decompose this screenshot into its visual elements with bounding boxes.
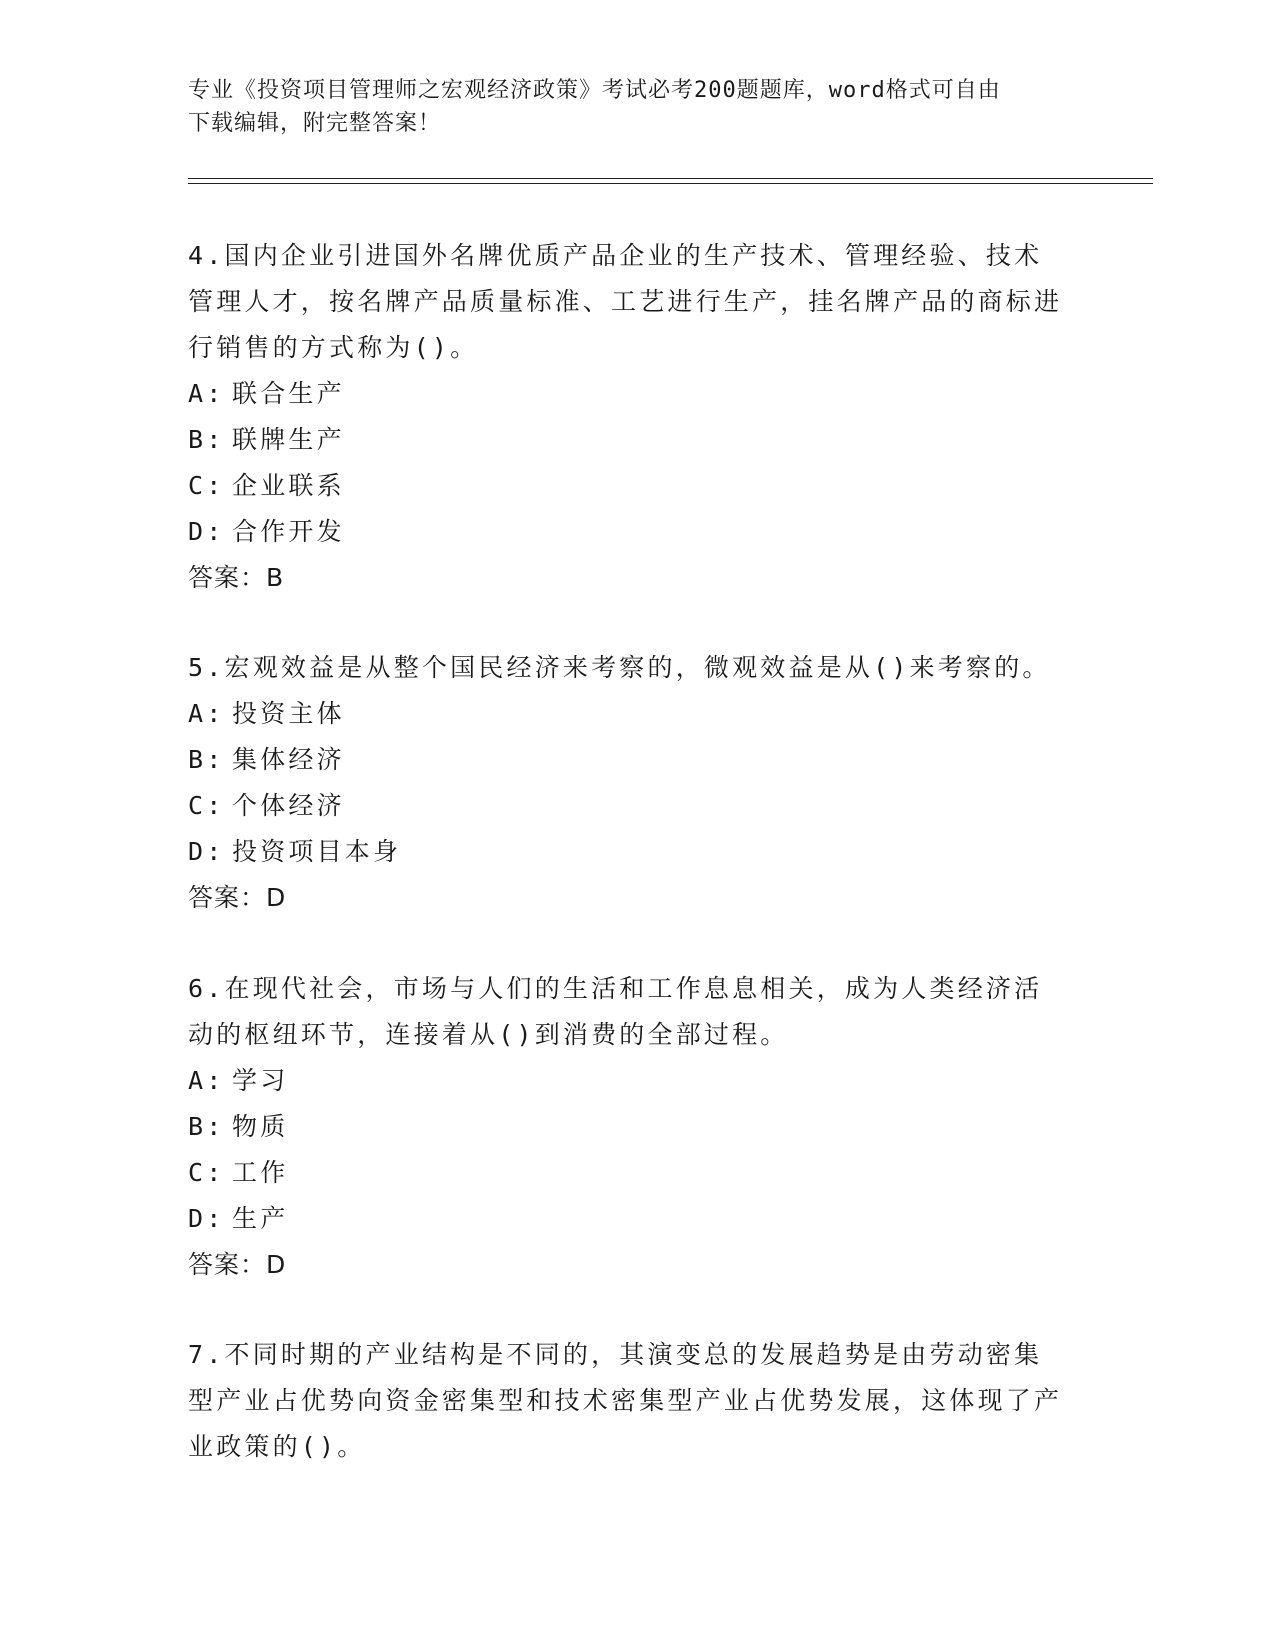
option-letter: B: [188, 425, 225, 454]
option-d [188, 509, 1068, 555]
question-text: 6.在现代社会，市场与人们的生活和工作息息相关，成为人类经济活动的枢纽环节，连接着从()到消费的全部过程。 [188, 974, 1043, 1049]
question-7 [188, 1332, 1068, 1470]
option-letter: A: [188, 699, 225, 728]
answer-label: 答案：D [188, 883, 287, 912]
question-text: 4.国内企业引进国外名牌优质产品企业的生产技术、管理经验、技术管理人才，按名牌产品质量标准、工艺进行生产，挂名牌产品的商标进行销售的方式称为()。 [188, 241, 1063, 362]
option-letter: D: [188, 837, 225, 866]
option-letter: C: [188, 471, 225, 500]
question-text: 5.宏观效益是从整个国民经济来考察的，微观效益是从()来考察的。 [188, 653, 1051, 682]
header-divider-top [188, 178, 1153, 179]
option-b [188, 737, 1068, 783]
option-text: 投资主体 [232, 699, 345, 728]
option-text: 生产 [232, 1204, 289, 1233]
option-letter: D: [188, 1204, 225, 1233]
option-letter: C: [188, 791, 225, 820]
option-b [188, 417, 1068, 463]
option-a [188, 691, 1068, 737]
option-text: 企业联系 [232, 471, 345, 500]
option-c [188, 1150, 1068, 1196]
option-letter: B: [188, 745, 225, 774]
header-line-2: 下载编辑，附完整答案！ [188, 111, 442, 136]
question-text: 7.不同时期的产业结构是不同的，其演变总的发展趋势是由劳动密集型产业占优势向资金密集型和技术密集型产业占优势发展，这体现了产业政策的()。 [188, 1340, 1063, 1461]
header-line-1: 专业《投资项目管理师之宏观经济政策》考试必考200题题库，word格式可自由 [188, 78, 1001, 103]
option-a [188, 371, 1068, 417]
document-header [188, 74, 1088, 140]
option-letter: A: [188, 1066, 225, 1095]
option-letter: B: [188, 1112, 225, 1141]
option-text: 联牌生产 [232, 425, 345, 454]
option-text: 个体经济 [232, 791, 345, 820]
option-letter: C: [188, 1158, 225, 1187]
option-text: 联合生产 [232, 379, 345, 408]
question-4 [188, 233, 1068, 601]
option-text: 工作 [232, 1158, 289, 1187]
option-c [188, 463, 1068, 509]
option-b [188, 1104, 1068, 1150]
option-d [188, 829, 1068, 875]
header-divider-bottom [188, 183, 1153, 184]
answer-label: 答案：B [188, 563, 285, 592]
answer-label: 答案：D [188, 1250, 287, 1279]
option-text: 投资项目本身 [232, 837, 402, 866]
question-5 [188, 645, 1068, 921]
question-6 [188, 966, 1068, 1288]
option-a [188, 1058, 1068, 1104]
option-text: 集体经济 [232, 745, 345, 774]
option-letter: D: [188, 517, 225, 546]
option-text: 合作开发 [232, 517, 345, 546]
option-text: 学习 [232, 1066, 289, 1095]
option-c [188, 783, 1068, 829]
option-text: 物质 [232, 1112, 289, 1141]
option-d [188, 1196, 1068, 1242]
option-letter: A: [188, 379, 225, 408]
